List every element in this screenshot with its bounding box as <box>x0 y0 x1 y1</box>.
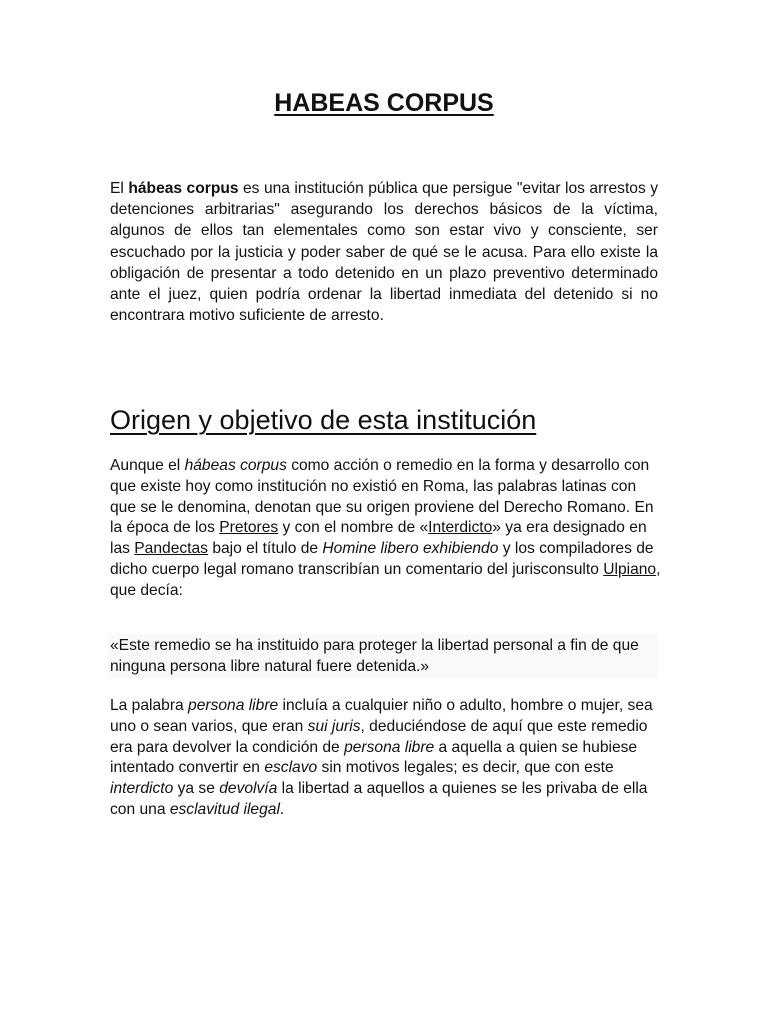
origin-text-6: y los compiladores de dicho cuerpo legal romano transcribían un comentario del jurisconsulto <box>110 540 654 578</box>
libre-text-4: a aquella a quien se hubiese intentado convertir en <box>110 738 638 777</box>
origin-italic-1: hábeas corpus <box>184 457 287 474</box>
libre-italic-4: esclavo <box>264 759 318 777</box>
origin-italic-2: Homine libero exhibiendo <box>322 540 499 558</box>
link-pandectas[interactable]: Pandectas <box>134 540 208 558</box>
libre-text-5: sin motivos legales; es decir, que con este <box>317 759 614 777</box>
intro-text-2: es una institución pública que persigue "evitar los arrestos y detenciones arbitrarias" asegurando los derechos básicos de la víctima, algunos de ellos tan elementales como son estar vivo y consciente, ser escuchado por la justicia y poder saber de qué se le acusa. Para ello existe la obligación de presentar a todo detenido en un plazo preventivo determinado ante el juez, quien podría ordenar la libertad inmediata del detenido si no encontrara motivo suficiente de arresto. <box>110 180 659 325</box>
document-title-text: HABEAS CORPUS <box>274 89 494 117</box>
link-pretores[interactable]: Pretores <box>219 519 279 537</box>
libre-italic-3: persona libre <box>344 738 435 756</box>
libre-text-6: ya se <box>173 780 220 798</box>
libre-text-1: La palabra <box>110 697 189 714</box>
libre-italic-5: interdicto <box>110 780 174 798</box>
origin-text-3: y con el nombre de « <box>278 519 429 537</box>
intro-paragraph <box>110 178 658 326</box>
libre-italic-2: sui juris <box>307 717 361 735</box>
libre-text-7: la libertad a aquellos a quienes se les privaba de ella con una <box>110 780 648 818</box>
libre-text-3: , deduciéndose de aquí que este remedio era para devolver la condición de <box>110 717 648 756</box>
origin-text-4: » ya era designado en las <box>110 519 647 558</box>
libre-italic-1: persona libre <box>188 697 279 714</box>
intro-term-bold: hábeas corpus <box>128 180 239 197</box>
persona-libre-paragraph <box>110 696 666 821</box>
intro-text-1: El <box>110 180 129 197</box>
origin-text-5: bajo el título de <box>207 540 323 558</box>
origin-text-2: como acción o remedio en la forma y desarrollo con que existe hoy como institución no existió en Roma, las palabras latinas con que se le denomina, denotan que su origen proviene del Derecho Romano. En la época de los <box>110 457 654 537</box>
document-title <box>0 86 768 120</box>
link-interdicto[interactable]: Interdicto <box>428 519 493 537</box>
libre-italic-6: devolvía <box>219 780 278 798</box>
libre-text-2: incluía a cualquier niño o adulto, hombre o mujer, sea uno o sean varios, que eran <box>110 697 653 735</box>
link-ulpiano[interactable]: Ulpiano <box>603 560 657 578</box>
libre-text-8: . <box>279 800 285 818</box>
section-heading: Origen y objetivo de esta institución <box>110 405 537 435</box>
libre-italic-7: esclavitud ilegal <box>169 800 280 818</box>
origin-text-1: Aunque el <box>110 457 185 474</box>
origin-paragraph <box>110 456 666 602</box>
blockquote: «Este remedio se ha instituido para proteger la libertad personal a fin de que ninguna persona libre natural fuere detenida.» <box>108 634 658 678</box>
origin-text-7: , que decía: <box>110 560 661 599</box>
